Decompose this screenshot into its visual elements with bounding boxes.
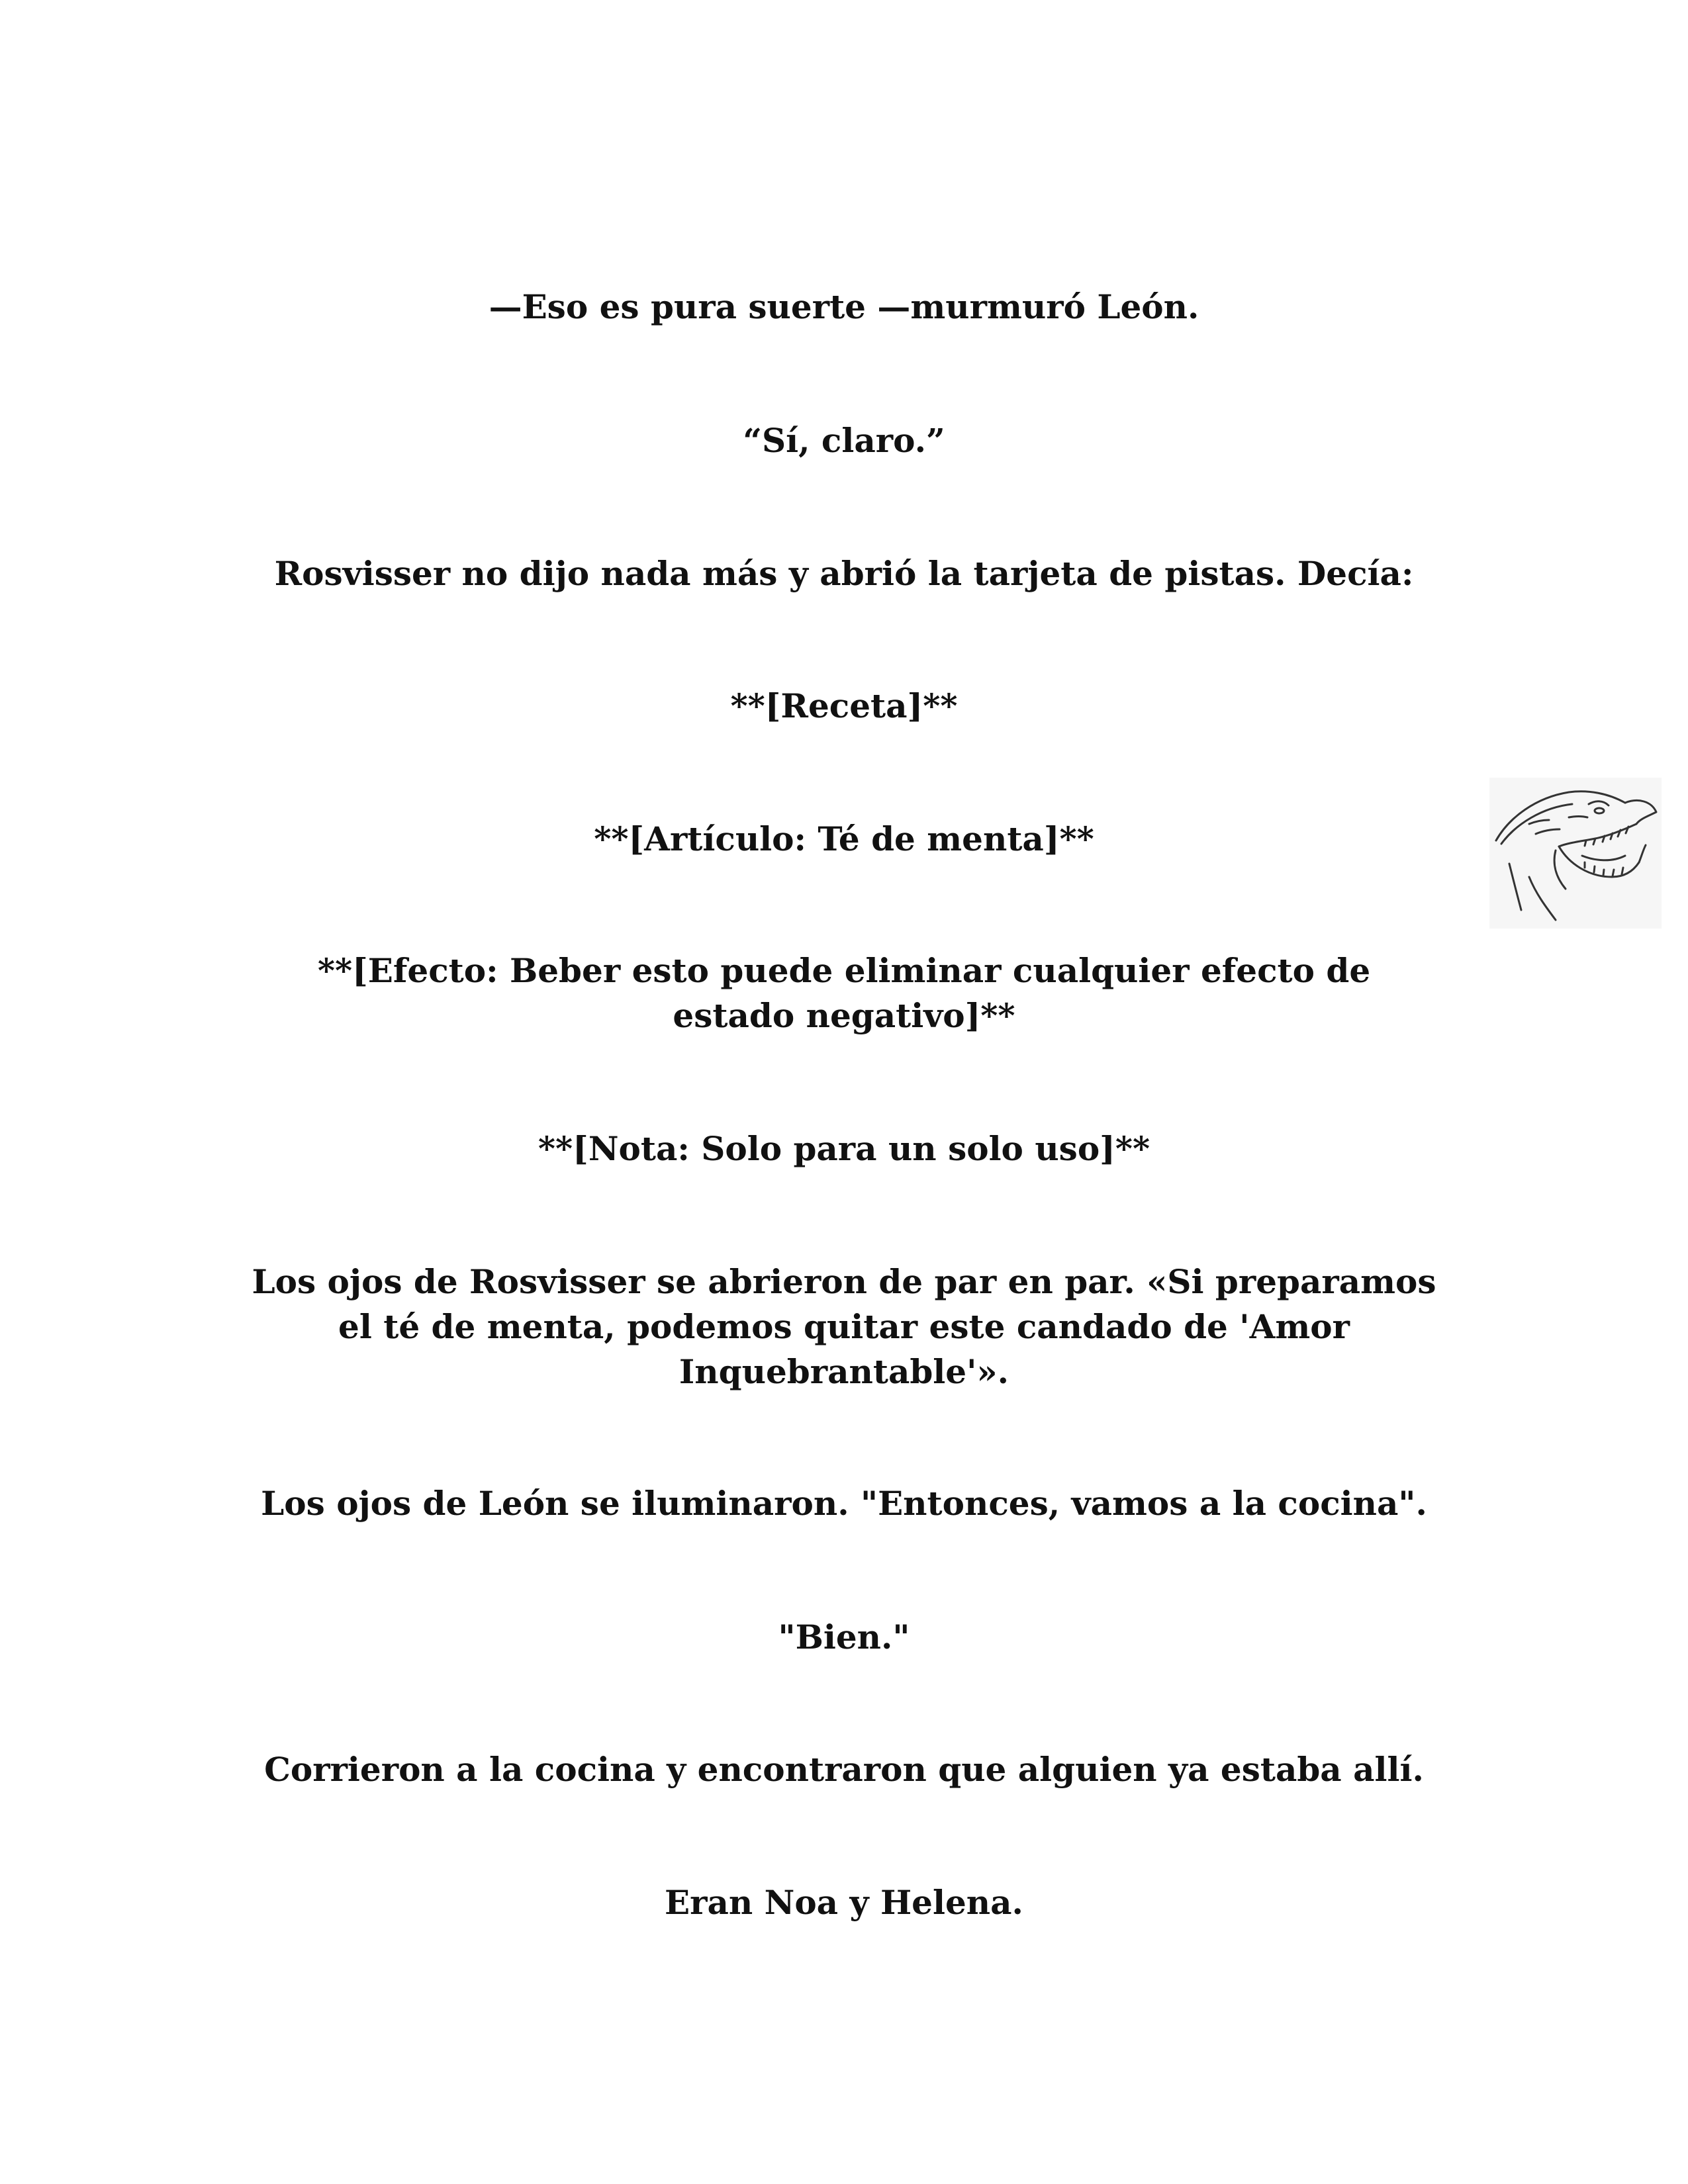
dinosaur-head-sketch-icon — [1489, 778, 1662, 929]
paragraph-7: **[Nota: Solo para un solo uso]** — [538, 1129, 1150, 1168]
paragraph-3: Rosvisser no dijo nada más y abrió la tarjeta de pistas. Decía: — [274, 554, 1414, 593]
paragraph-12: Eran Noa y Helena. — [665, 1883, 1023, 1922]
paragraph-1: —Eso es pura suerte —murmuró León. — [489, 287, 1199, 326]
paragraph-8: Los ojos de Rosvisser se abrieron de par en par. «Si preparamos el té de menta, podemos quitar este candado de 'Amor Inquebrantable'». — [252, 1262, 1436, 1391]
paragraph-9: Los ojos de León se iluminaron. "Entonces, vamos a la cocina". — [261, 1484, 1427, 1523]
paragraph-4: **[Receta]** — [730, 686, 958, 725]
paragraph-11: Corrieron a la cocina y encontraron que alguien ya estaba allí. — [264, 1750, 1424, 1789]
paragraph-2: “Sí, claro.” — [743, 421, 945, 460]
paragraph-10: "Bien." — [778, 1617, 910, 1657]
paragraph-5: **[Artículo: Té de menta]** — [594, 819, 1094, 858]
paragraph-6: **[Efecto: Beber esto puede eliminar cualquier efecto de estado negativo]** — [317, 951, 1371, 1035]
